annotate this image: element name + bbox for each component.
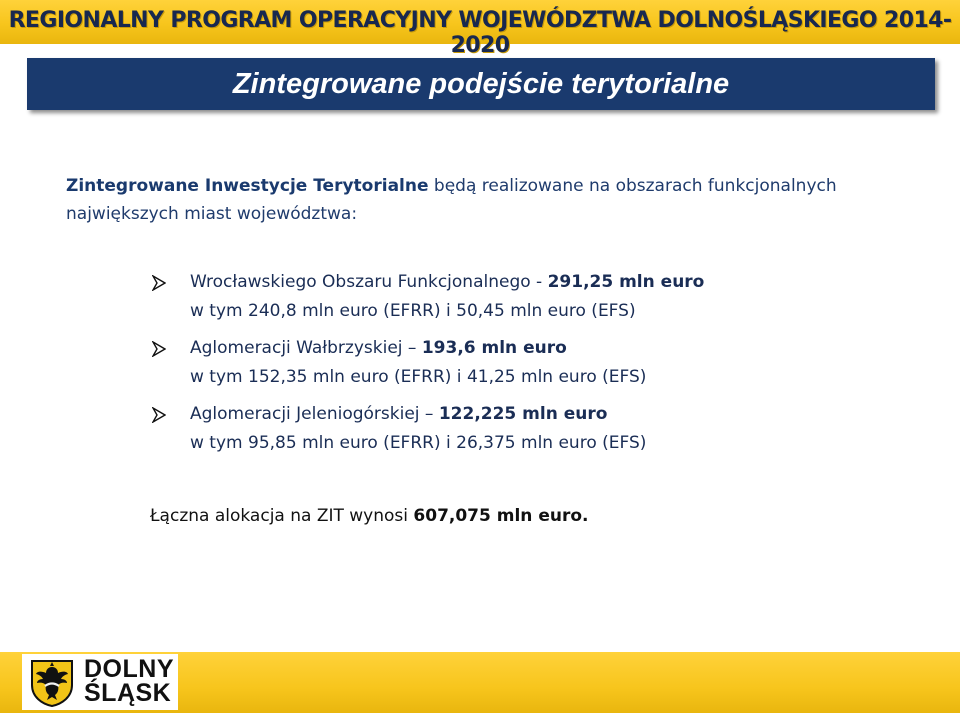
intro-lead: Zintegrowane Inwestycje Terytorialne xyxy=(66,176,429,196)
intro-text: będą realizowane na obszarach funkcjonalnych największych miast województwa: xyxy=(66,176,837,224)
list-item-detail: w tym 95,85 mln euro (EFRR) i 26,375 mln euro (EFS) xyxy=(190,433,647,453)
list-item-name: Wrocławskiego Obszaru Funkcjonalnego - xyxy=(190,272,548,292)
list-item-heading xyxy=(190,334,912,363)
list-item-amount: 122,225 mln euro xyxy=(438,404,608,424)
list-item-detail: w tym 152,35 mln euro (EFRR) i 41,25 mln euro (EFS) xyxy=(190,367,647,387)
list-item-heading xyxy=(190,268,912,297)
list-item xyxy=(152,268,912,326)
allocation-list xyxy=(152,268,912,466)
logo-text xyxy=(84,657,174,705)
list-item xyxy=(152,400,912,458)
logo-line1: DOLNY xyxy=(84,655,174,683)
list-item-amount: 291,25 mln euro xyxy=(547,272,705,292)
summary-text: Łączna alokacja na ZIT wynosi xyxy=(150,506,414,526)
arrow-bullet-icon xyxy=(152,407,166,423)
logo-line2: ŚLĄSK xyxy=(84,679,172,707)
list-item-heading xyxy=(190,400,912,429)
list-item-name: Aglomeracji Wałbrzyskiej – xyxy=(190,338,422,358)
list-item-amount: 193,6 mln euro xyxy=(421,338,567,358)
list-item-name: Aglomeracji Jeleniogórskiej – xyxy=(190,404,439,424)
program-title: REGIONALNY PROGRAM OPERACYJNY WOJEWÓDZTWA DOLNOŚLĄSKIEGO 2014-2020 xyxy=(8,8,952,58)
slide-title: Zintegrowane podejście terytorialne xyxy=(232,68,730,100)
dolny-slask-logo xyxy=(22,654,178,710)
summary-amount: 607,075 mln euro. xyxy=(413,506,589,526)
arrow-bullet-icon xyxy=(152,275,166,291)
intro-paragraph xyxy=(66,172,916,228)
list-item xyxy=(152,334,912,392)
arrow-bullet-icon xyxy=(152,341,166,357)
list-item-detail: w tym 240,8 mln euro (EFRR) i 50,45 mln euro (EFS) xyxy=(190,301,636,321)
eagle-crest-icon xyxy=(28,657,76,707)
summary-line xyxy=(150,506,588,526)
title-bar xyxy=(27,58,935,110)
top-banner xyxy=(0,0,960,58)
